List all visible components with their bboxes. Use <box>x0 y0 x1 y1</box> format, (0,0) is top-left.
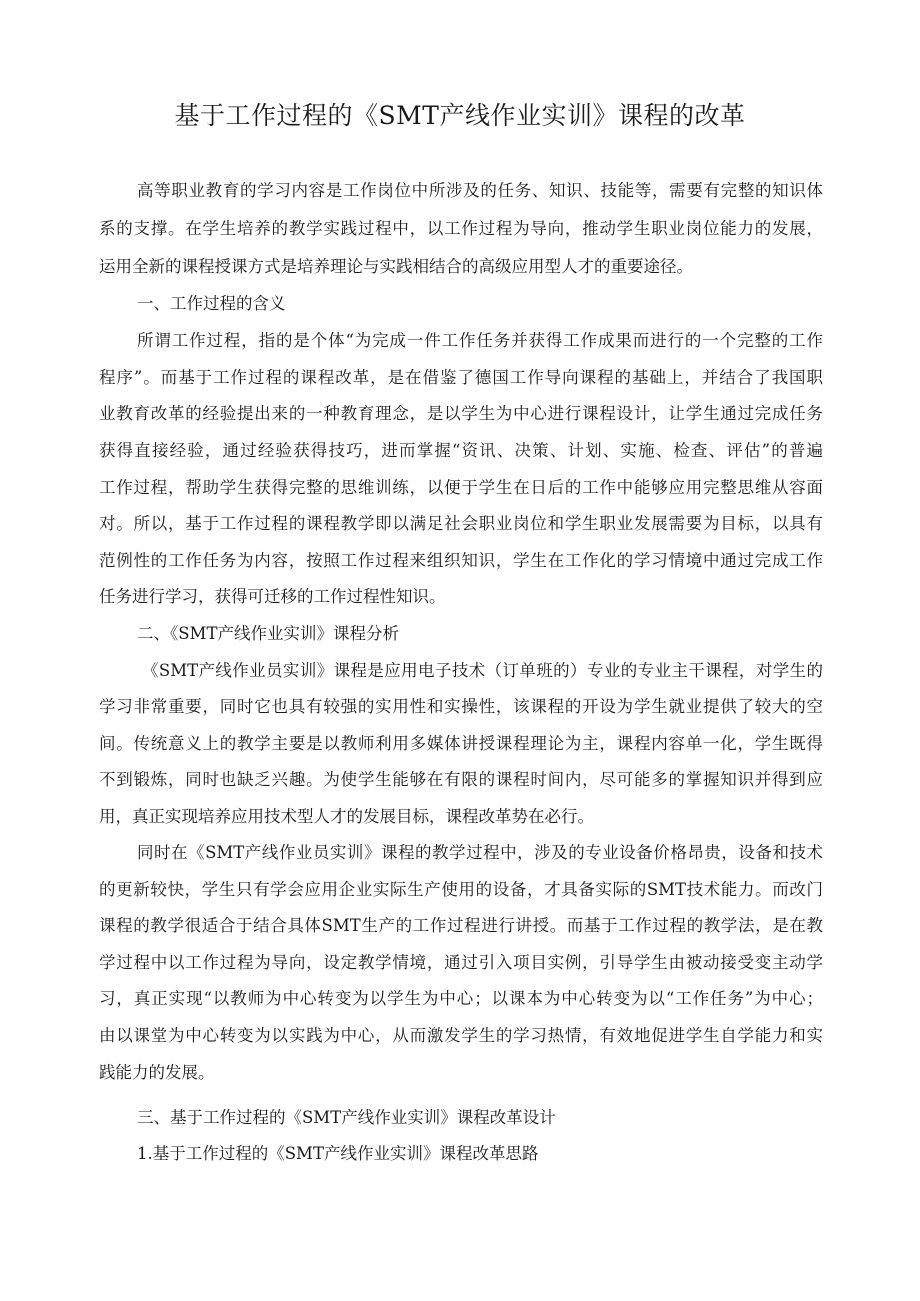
paragraph-line: 《SMT产线作业员实训》课程是应用电子技术（订单班的）专业的专业主干课程，对学生的 <box>142 661 823 680</box>
subsection-heading: 1.基于工作过程的《SMT产线作业实训》课程改革思路 <box>137 1144 539 1163</box>
document-title: 基于工作过程的《SMT产线作业实训》课程的改革 <box>174 101 746 130</box>
paragraph-line: 学过程中以工作过程为导向，设定教学情境，通过引入项目实例，引导学生由被动接受变主动学 <box>99 953 823 972</box>
paragraph-line: 所谓工作过程，指的是个体“为完成一件工作任务并获得工作成果而进行的一个完整的工作 <box>137 331 823 350</box>
paragraph-line: 获得直接经验，通过经验获得技巧，进而掌握“资讯、决策、计划、实施、检查、评估”的普遍 <box>99 441 823 460</box>
paragraph-line: 工作过程，帮助学生获得完整的思维训练，以便于学生在日后的工作中能够应用完整思维从容面 <box>99 478 823 497</box>
paragraph-line: 的更新较快，学生只有学会应用企业实际生产使用的设备，才具备实际的SMT技术能力。而改门 <box>99 880 823 899</box>
paragraph-line: 习，真正实现“以教师为中心转变为以学生为中心；以课本为中心转变为以“工作任务”为中心； <box>99 989 823 1008</box>
paragraph-line: 程序”。而基于工作过程的课程改革，是在借鉴了德国工作导向课程的基础上，并结合了我国职 <box>99 368 823 387</box>
paragraph-line: 课程的教学很适合于结合具体SMT生产的工作过程进行讲授。而基于工作过程的教学法，是在教 <box>99 916 823 935</box>
intro-line: 系的支撑。在学生培养的教学实践过程中，以工作过程为导向，推动学生职业岗位能力的发展， <box>99 219 823 238</box>
section-heading: 三、基于工作过程的《SMT产线作业实训》课程改革设计 <box>137 1108 556 1127</box>
paragraph-line: 不到锻炼，同时也缺乏兴趣。为使学生能够在有限的课程时间内，尽可能多的掌握知识并得到应 <box>99 770 823 789</box>
paragraph-line: 用，真正实现培养应用技术型人才的发展目标，课程改革势在必行。 <box>99 807 594 826</box>
paragraph-line: 践能力的发展。 <box>99 1063 215 1082</box>
paragraph-line: 业教育改革的经验提出来的一种教育理念，是以学生为中心进行课程设计，让学生通过完成任务 <box>99 404 823 423</box>
paragraph-line: 间。传统意义上的教学主要是以教师利用多媒体讲授课程理论为主，课程内容单一化，学生既得 <box>99 734 823 753</box>
paragraph-line: 由以课堂为中心转变为以实践为中心，从而激发学生的学习热情，有效地促进学生自学能力和实 <box>99 1026 823 1045</box>
paragraph-line: 同时在《SMT产线作业员实训》课程的教学过程中，涉及的专业设备价格昂贵，设备和技术 <box>137 843 823 862</box>
paragraph-line: 范例性的工作任务为内容，按照工作过程来组织知识，学生在工作化的学习情境中通过完成工作 <box>99 551 823 570</box>
paragraph-line: 任务进行学习，获得可迁移的工作过程性知识。 <box>99 587 446 606</box>
intro-line: 运用全新的课程授课方式是培养理论与实践相结合的高级应用型人才的重要途径。 <box>99 257 693 276</box>
section-heading: 一、工作过程的含义 <box>137 294 286 313</box>
paragraph-line: 学习非常重要，同时它也具有较强的实用性和实操性，该课程的开设为学生就业提供了较大的空 <box>99 697 823 716</box>
intro-line: 高等职业教育的学习内容是工作岗位中所涉及的任务、知识、技能等，需要有完整的知识体 <box>137 181 823 200</box>
paragraph-line: 对。所以，基于工作过程的课程教学即以满足社会职业岗位和学生职业发展需要为目标，以具有 <box>99 514 823 533</box>
section-heading: 二、《SMT产线作业实训》课程分析 <box>137 624 399 643</box>
